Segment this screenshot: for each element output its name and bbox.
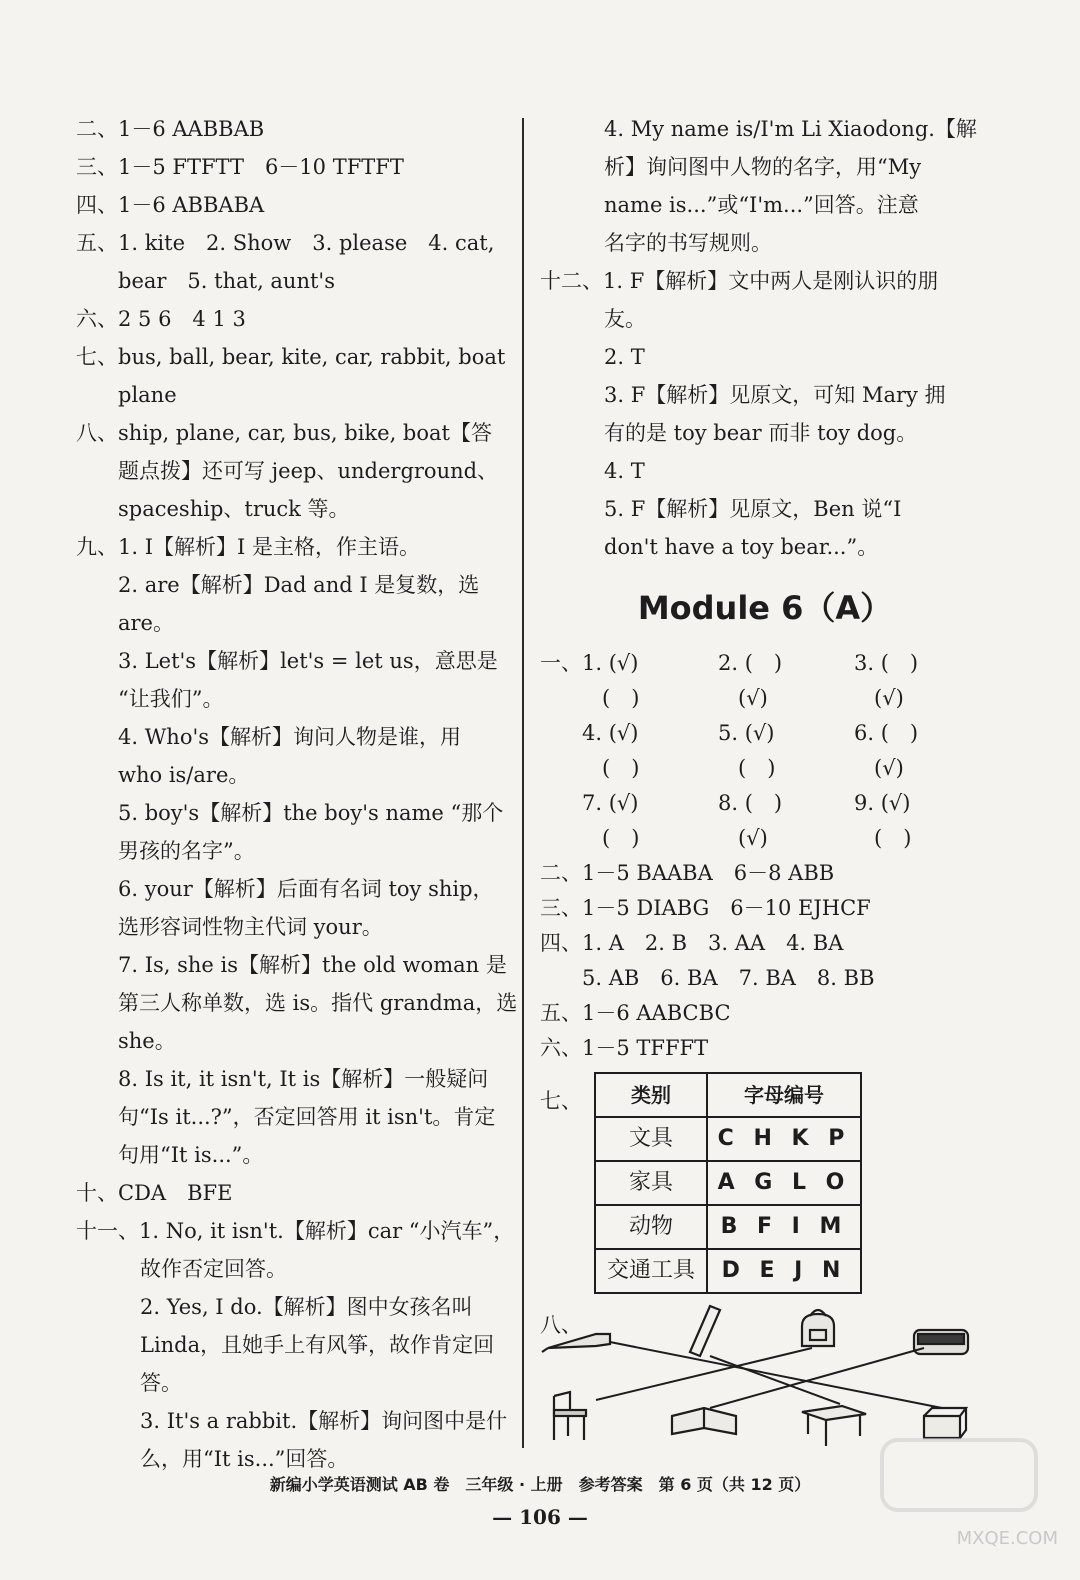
answer-line: 五、1－6 AABCBC bbox=[540, 1001, 731, 1025]
grid-cell: ( ) bbox=[738, 756, 776, 780]
answer-line: 5. AB 6. BA 7. BA 8. BB bbox=[582, 966, 875, 990]
category-table bbox=[594, 1072, 862, 1294]
section-7 bbox=[540, 1072, 990, 1294]
page-number: — 106 — bbox=[492, 1505, 588, 1529]
grid-cell: 5. (√) bbox=[718, 721, 775, 745]
answer-line: 四、1. A 2. B 3. AA 4. BA bbox=[540, 931, 844, 955]
grid-cell: (√) bbox=[738, 686, 768, 710]
answer-line: plane bbox=[118, 383, 177, 407]
grid-cell: ( ) bbox=[602, 686, 640, 710]
answer-line: “让我们”。 bbox=[118, 687, 224, 711]
chair-icon bbox=[554, 1392, 586, 1440]
answer-line: 六、2 5 6 4 1 3 bbox=[76, 307, 246, 331]
table-cell: C H K P bbox=[707, 1117, 861, 1161]
watermark-text: MXQE.COM bbox=[956, 1528, 1058, 1549]
table-cell: A G L O bbox=[707, 1161, 861, 1205]
table-row bbox=[595, 1205, 861, 1249]
answer-line: who is/are。 bbox=[118, 763, 250, 787]
matching-illustration bbox=[540, 1300, 980, 1450]
table-cell: 文具 bbox=[595, 1117, 707, 1161]
grid-cell: ( ) bbox=[602, 826, 640, 850]
grid-cell: 4. (√) bbox=[582, 721, 639, 745]
answer-line: 句“Is it...?”，否定回答用 it isn't。肯定 bbox=[118, 1105, 496, 1129]
answer-line: 故作否定回答。 bbox=[140, 1257, 287, 1281]
box-icon bbox=[924, 1408, 966, 1438]
grid-cell: 8. ( ) bbox=[718, 791, 783, 815]
table-cell: D E J N bbox=[707, 1249, 861, 1293]
table-cell: 动物 bbox=[595, 1205, 707, 1249]
answer-line: 二、1－5 BAABA 6－8 ABB bbox=[540, 861, 835, 885]
grid-cell: ( ) bbox=[602, 756, 640, 780]
grid-cell: (√) bbox=[874, 686, 904, 710]
answer-line: 名字的书写规则。 bbox=[604, 231, 772, 255]
table-cell: 家具 bbox=[595, 1161, 707, 1205]
answer-line: 6. your【解析】后面有名词 toy ship， bbox=[118, 877, 494, 901]
module-title: Module 6（A） bbox=[637, 589, 893, 627]
answer-line: 友。 bbox=[604, 307, 646, 331]
table-header-row bbox=[595, 1073, 861, 1117]
answer-line: 题点拨】还可写 jeep、underground、 bbox=[118, 459, 499, 483]
answer-line: 4. T bbox=[604, 459, 645, 483]
answer-line: 有的是 toy bear 而非 toy dog。 bbox=[604, 421, 918, 445]
answer-line: 六、1－5 TFFFT bbox=[540, 1036, 709, 1060]
section-1-grid bbox=[540, 646, 990, 856]
answer-line: 答。 bbox=[140, 1371, 182, 1395]
column-divider bbox=[522, 118, 524, 1448]
answer-line: 七、bus, ball, bear, kite, car, rabbit, boat bbox=[76, 345, 506, 369]
grid-row bbox=[540, 681, 990, 716]
ruler-icon bbox=[690, 1306, 720, 1356]
grid-cell: 2. ( ) bbox=[718, 651, 783, 675]
book-icon bbox=[672, 1408, 736, 1434]
grid-cell: 1. (√) bbox=[582, 651, 639, 675]
school-bag-icon bbox=[802, 1310, 834, 1346]
table-header: 类别 bbox=[595, 1073, 707, 1117]
answer-line: 三、1－5 DIABG 6－10 EJHCF bbox=[540, 896, 871, 920]
answer-line: bear 5. that, aunt's bbox=[118, 269, 335, 293]
grid-cell: 9. (√) bbox=[854, 791, 911, 815]
watermark-logo bbox=[880, 1438, 1038, 1512]
grid-cell: 3. ( ) bbox=[854, 651, 919, 675]
answer-line: spaceship、truck 等。 bbox=[118, 497, 350, 521]
pen-icon bbox=[542, 1334, 610, 1352]
section-label: 八、 bbox=[540, 1313, 582, 1337]
answer-line: name is...”或“I'm...”回答。注意 bbox=[604, 193, 919, 217]
answer-line: 析】询问图中人物的名字，用“My bbox=[604, 155, 922, 179]
desk-icon bbox=[802, 1406, 866, 1446]
answer-line: 二、1－6 AABBAB bbox=[76, 117, 265, 141]
answer-line: 三、1－5 FTFTT 6－10 TFTFT bbox=[76, 155, 404, 179]
answer-line: 3. F【解析】见原文，可知 Mary 拥 bbox=[604, 383, 946, 407]
grid-cell: ( ) bbox=[874, 826, 912, 850]
grid-cell: (√) bbox=[738, 826, 768, 850]
table-row bbox=[595, 1249, 861, 1293]
answer-line: 第三人称单数，选 is。指代 grandma，选 bbox=[118, 991, 518, 1015]
page-footer: 新编小学英语测试 AB 卷 三年级 · 上册 参考答案 第 6 页（共 12 页） bbox=[269, 1475, 811, 1494]
answer-line: don't have a toy bear...”。 bbox=[604, 535, 879, 559]
answer-line: 2. T bbox=[604, 345, 645, 369]
section-label: 七、 bbox=[540, 1089, 582, 1113]
answer-line: 十一、1. No, it isn't.【解析】car “小汽车”， bbox=[76, 1219, 515, 1243]
answer-line: 五、1. kite 2. Show 3. please 4. cat, bbox=[76, 231, 495, 255]
answer-line: 7. Is, she is【解析】the old woman 是 bbox=[118, 953, 507, 977]
answer-line: 十二、1. F【解析】文中两人是刚认识的朋 bbox=[540, 269, 939, 293]
left-column bbox=[76, 110, 516, 1478]
answer-line: 八、ship, plane, car, bus, bike, boat【答 bbox=[76, 421, 492, 445]
answer-line: are。 bbox=[118, 611, 174, 635]
table-cell: B F I M bbox=[707, 1205, 861, 1249]
matching-lines bbox=[596, 1342, 942, 1408]
answer-line: 5. boy's【解析】the boy's name “那个 bbox=[118, 801, 504, 825]
answer-line: 句用“It is...”。 bbox=[118, 1143, 264, 1167]
answer-line: 8. Is it, it isn't, It is【解析】一般疑问 bbox=[118, 1067, 489, 1091]
answer-line: 么，用“It is...”回答。 bbox=[140, 1447, 349, 1471]
answer-line: 2. are【解析】Dad and I 是复数，选 bbox=[118, 573, 480, 597]
table-row bbox=[595, 1161, 861, 1205]
grid-cell: 7. (√) bbox=[582, 791, 639, 815]
grid-row bbox=[540, 751, 990, 786]
grid-row bbox=[540, 786, 990, 821]
table-row bbox=[595, 1117, 861, 1161]
answer-line: 4. My name is/I'm Li Xiaodong.【解 bbox=[604, 117, 977, 141]
answer-line: 四、1－6 ABBABA bbox=[76, 193, 265, 217]
pencil-box-icon bbox=[914, 1330, 968, 1354]
answer-line: she。 bbox=[118, 1029, 176, 1053]
grid-row bbox=[540, 821, 990, 856]
grid-row bbox=[540, 716, 990, 751]
answer-line: 选形容词性物主代词 your。 bbox=[118, 915, 383, 939]
answer-line: 5. F【解析】见原文，Ben 说“I bbox=[604, 497, 902, 521]
grid-row bbox=[540, 646, 990, 681]
answer-line: 4. Who's【解析】询问人物是谁，用 bbox=[118, 725, 462, 749]
grid-cell: (√) bbox=[874, 756, 904, 780]
table-cell: 交通工具 bbox=[595, 1249, 707, 1293]
answer-line: 十、CDA BFE bbox=[76, 1181, 233, 1205]
answer-line: 3. Let's【解析】let's = let us，意思是 bbox=[118, 649, 498, 673]
answer-line: 3. It's a rabbit.【解析】询问图中是什 bbox=[140, 1409, 508, 1433]
section-label: 一、 bbox=[540, 651, 582, 675]
table-header: 字母编号 bbox=[707, 1073, 861, 1117]
answer-line: 2. Yes, I do.【解析】图中女孩名叫 bbox=[140, 1295, 473, 1319]
answer-line: Linda，且她手上有风筝，故作肯定回 bbox=[140, 1333, 495, 1357]
right-column bbox=[540, 110, 990, 1344]
answer-line: 男孩的名字”。 bbox=[118, 839, 255, 863]
answer-line: 九、1. I【解析】I 是主格，作主语。 bbox=[76, 535, 420, 559]
grid-cell: 6. ( ) bbox=[854, 721, 919, 745]
